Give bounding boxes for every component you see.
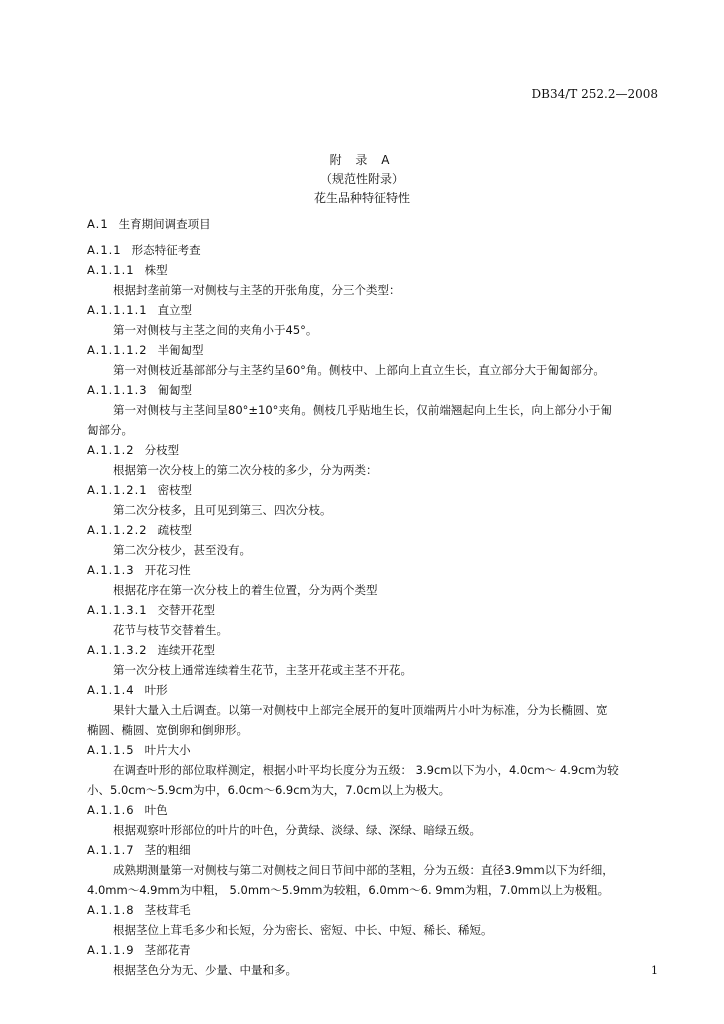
section-title: 匍匐型 xyxy=(157,383,193,397)
paragraph-line: 第一对侧枝近基部部分与主茎约呈60°角。侧枝中、上部向上直立生长，直立部分大于匍匐部分。 xyxy=(113,363,605,377)
section-heading xyxy=(87,940,657,960)
section-number: A.1.1.3.2 xyxy=(87,643,148,657)
section-number: A.1.1.2.1 xyxy=(87,483,148,497)
paragraph-line: 匐部分。 xyxy=(87,423,133,437)
section-number: A.1.1.6 xyxy=(87,803,135,817)
section-number: A.1.1.3 xyxy=(87,563,135,577)
section-title: 茎部花青 xyxy=(144,943,191,957)
section-number: A.1.1.1.2 xyxy=(87,343,148,357)
section-heading xyxy=(87,840,657,860)
section-heading xyxy=(87,600,657,620)
section-heading xyxy=(87,380,657,400)
section-title: 开花习性 xyxy=(144,563,191,577)
section-heading xyxy=(87,240,657,260)
section-heading xyxy=(87,300,657,320)
section-number: A.1.1.5 xyxy=(87,743,135,757)
section-number: A.1.1.7 xyxy=(87,843,135,857)
section-number: A.1.1.1 xyxy=(87,263,135,277)
appendix-type: （规范性附录） xyxy=(319,172,404,186)
section-title: 分枝型 xyxy=(144,443,180,457)
section-heading xyxy=(87,520,657,540)
appendix-label: 附 录 A xyxy=(329,153,395,167)
document-body xyxy=(87,214,657,980)
paragraph-line: 第二次分枝少，甚至没有。 xyxy=(113,543,251,557)
section-number: A.1.1.8 xyxy=(87,903,135,917)
standard-number: DB34/T 252.2—2008 xyxy=(531,87,658,101)
section-number: A.1.1.2 xyxy=(87,443,135,457)
section-title: 连续开花型 xyxy=(157,643,216,657)
section-title: 茎枝茸毛 xyxy=(144,903,191,917)
paragraph-line: 果针大量入土后调查。以第一对侧枝中上部完全展开的复叶顶端两片小叶为标准，分为长椭圆、宽 xyxy=(113,703,608,717)
paragraph-line: 第二次分枝多，且可见到第三、四次分枝。 xyxy=(113,503,332,517)
section-heading xyxy=(87,260,657,280)
paragraph-line: 根据第一次分枝上的第二次分枝的多少，分为两类： xyxy=(113,463,378,477)
section-title: 疏枝型 xyxy=(157,523,193,537)
paragraph-line: 第一对侧枝与主茎之间的夹角小于45°。 xyxy=(113,323,318,337)
section-number: A.1.1.2.2 xyxy=(87,523,148,537)
paragraph-line: 根据观察叶形部位的叶片的叶色，分黄绿、淡绿、绿、深绿、暗绿五级。 xyxy=(113,823,481,837)
section-title: 叶形 xyxy=(144,683,168,697)
section-title: 叶色 xyxy=(144,803,168,817)
section-title: 密枝型 xyxy=(157,483,193,497)
section-heading xyxy=(87,740,657,760)
section-title: 半匍匐型 xyxy=(157,343,204,357)
section-heading xyxy=(87,440,657,460)
section-heading xyxy=(87,214,657,234)
paragraph-line: 根据花序在第一次分枝上的着生位置，分为两个类型 xyxy=(113,583,378,597)
paragraph-line: 根据茎色分为无、少量、中量和多。 xyxy=(113,963,297,977)
section-number: A.1.1.3.1 xyxy=(87,603,148,617)
section-title: 形态特征考查 xyxy=(131,243,201,257)
section-number: A.1.1 xyxy=(87,243,122,257)
section-number: A.1.1.1.3 xyxy=(87,383,148,397)
section-heading xyxy=(87,680,657,700)
section-title: 叶片大小 xyxy=(144,743,191,757)
section-heading xyxy=(87,640,657,660)
section-heading xyxy=(87,800,657,820)
paragraph-line: 小、5.0cm～5.9cm为中，6.0cm～6.9cm为大，7.0cm以上为极大。 xyxy=(87,783,451,797)
paragraph-line: 成熟期测量第一对侧枝与第二对侧枝之间日节间中部的茎粗，分为五级：直径3.9mm以下为纤细， xyxy=(113,863,614,877)
paragraph-line: 根据封垄前第一对侧枝与主茎的开张角度，分三个类型： xyxy=(113,283,401,297)
section-number: A.1.1.4 xyxy=(87,683,135,697)
paragraph-line: 根据茎位上茸毛多少和长短，分为密长、密短、中长、中短、稀长、稀短。 xyxy=(113,923,493,937)
paragraph-line: 椭圆、椭圆、宽倒卵和倒卵形。 xyxy=(87,723,248,737)
section-title: 交替开花型 xyxy=(157,603,216,617)
section-title: 茎的粗细 xyxy=(144,843,191,857)
section-number: A.1.1.9 xyxy=(87,943,135,957)
paragraph-line: 在调查叶形的部位取样测定，根据小叶平均长度分为五级： 3.9cm以下为小，4.0cm～ 4.9cm为较 xyxy=(113,763,619,777)
appendix-title: 花生品种特征特性 xyxy=(313,191,410,205)
section-heading xyxy=(87,560,657,580)
section-heading xyxy=(87,900,657,920)
section-title: 生育期间调查项目 xyxy=(118,217,211,231)
section-number: A.1 xyxy=(87,217,109,231)
section-number: A.1.1.1.1 xyxy=(87,303,148,317)
section-title: 株型 xyxy=(144,263,168,277)
page-number: 1 xyxy=(651,964,658,977)
paragraph-line: 第一次分枝上通常连续着生花节，主茎开花或主茎不开花。 xyxy=(113,663,412,677)
paragraph-line: 4.0mm～4.9mm为中粗， 5.0mm～5.9mm为较粗，6.0mm～6. 9mm为粗，7.0mm以上为极粗。 xyxy=(87,883,610,897)
section-heading xyxy=(87,340,657,360)
section-heading xyxy=(87,480,657,500)
paragraph-line: 花节与枝节交替着生。 xyxy=(113,623,228,637)
section-title: 直立型 xyxy=(157,303,193,317)
paragraph-line: 第一对侧枝与主茎间呈80°±10°夹角。侧枝几乎贴地生长，仅前端翘起向上生长，向上部分小于匍 xyxy=(113,403,612,417)
